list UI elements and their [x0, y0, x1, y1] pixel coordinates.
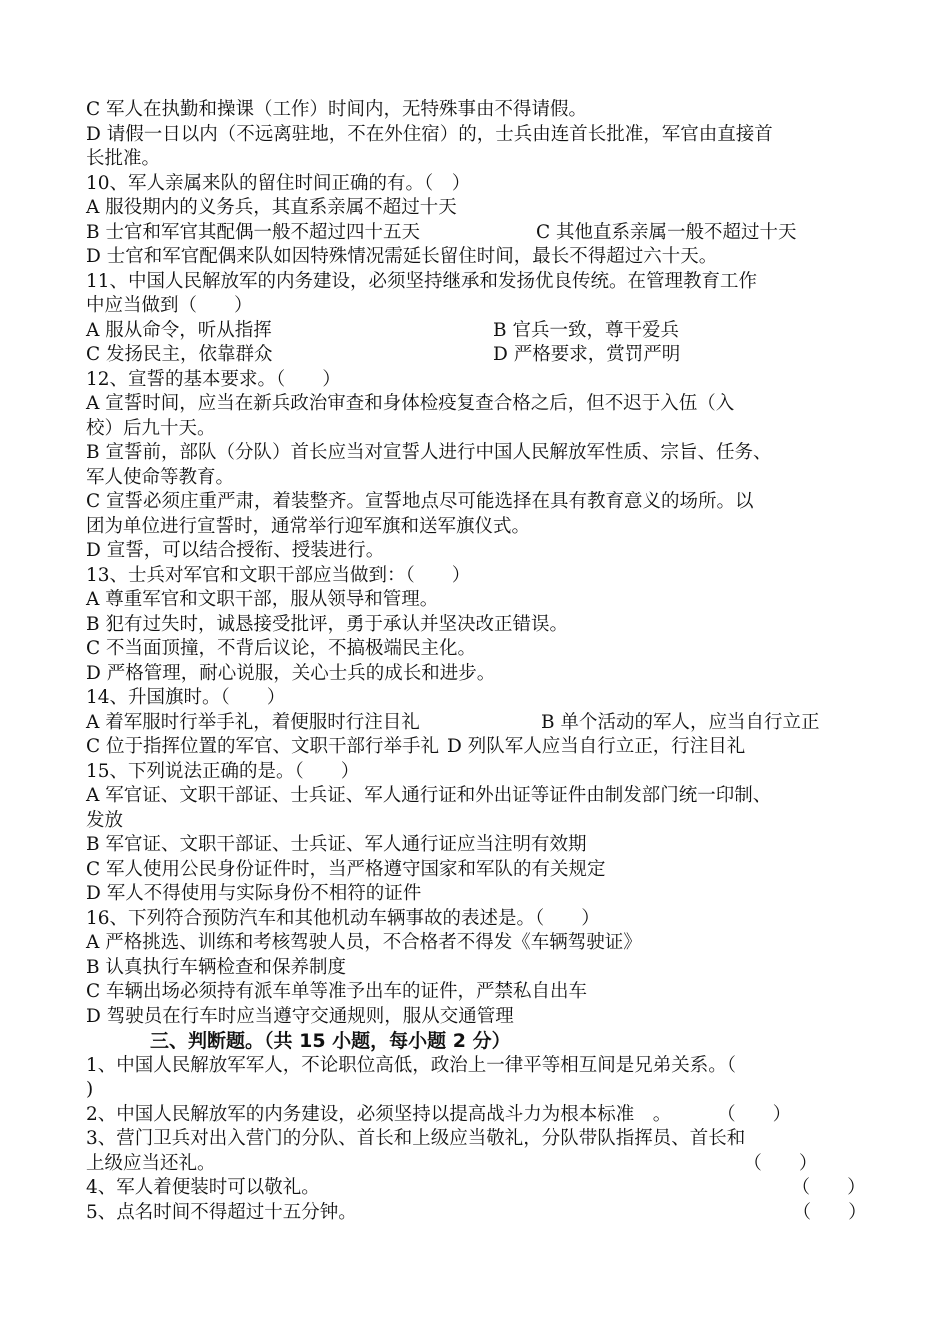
option-d-leave-cont: 长批准。	[86, 148, 161, 169]
judge-4	[86, 1176, 886, 1201]
question-11-cont: 中应当做到（ ）	[86, 295, 253, 316]
q14-option-a: A 着军服时行举手礼，着便服时行注目礼	[86, 711, 420, 733]
q12-option-d: D 宣誓，可以结合授衔、授装进行。	[86, 540, 385, 561]
q15-option-d: D 军人不得使用与实际身份不相符的证件	[86, 883, 422, 904]
q15-option-b: B 军官证、文职干部证、士兵证、军人通行证应当注明有效期	[86, 834, 587, 855]
exam-content	[86, 98, 886, 1225]
q14-option-c: C 位于指挥位置的军官、文职干部行举手礼	[86, 736, 440, 757]
judge-5	[86, 1201, 886, 1226]
judge-5-paren: （ ）	[792, 1201, 867, 1223]
q13-option-a: A 尊重军官和文职干部，服从领导和管理。	[86, 589, 439, 610]
q13-option-b: B 犯有过失时，诚恳接受批评，勇于承认并坚决改正错误。	[86, 613, 568, 635]
question-11: 11、中国人民解放军的内务建设，必须坚持继承和发扬优良传统。在管理教育工作	[86, 270, 758, 292]
q10-option-a: A 服役期内的义务兵，其直系亲属不超过十天	[86, 197, 457, 218]
q13-option-d: D 严格管理，耐心说服，关心士兵的成长和进步。	[86, 662, 496, 684]
q16-option-c: C 车辆出场必须持有派车单等准予出车的证件，严禁私自出车	[86, 981, 588, 1002]
q14-options-ab	[86, 711, 886, 736]
q10-option-b: B 士官和军官其配偶一般不超过四十五天	[86, 221, 420, 243]
question-16: 16、下列符合预防汽车和其他机动车辆事故的表述是。（ ）	[86, 907, 600, 929]
option-c-leave: C 军人在执勤和操课（工作）时间内，无特殊事由不得请假。	[86, 99, 588, 120]
judge-1-cont: )	[86, 1079, 94, 1100]
judge-4-text: 4、军人着便装时可以敬礼。	[86, 1177, 320, 1198]
question-12: 12、宣誓的基本要求。（ ）	[86, 368, 341, 390]
q10-option-d: D 士官和军官配偶来队如因特殊情况需延长留住时间，最长不得超过六十天。	[86, 246, 718, 267]
q14-option-d: D 列队军人应当自行立正，行注目礼	[447, 736, 746, 757]
judge-2	[86, 1103, 886, 1128]
judge-3-cont	[86, 1152, 886, 1177]
q12-option-a: A 宣誓时间，应当在新兵政治审查和身体检疫复查合格之后，但不迟于入伍（入	[86, 393, 735, 414]
question-13: 13、士兵对军官和文职干部应当做到：（ ）	[86, 564, 471, 586]
question-15: 15、下列说法正确的是。（ ）	[86, 760, 360, 782]
q10-options-bc	[86, 221, 886, 246]
judge-4-paren: （ ）	[791, 1177, 866, 1198]
judge-3-text: 上级应当还礼。	[86, 1152, 216, 1174]
q13-option-c: C 不当面顶撞，不背后议论，不搞极端民主化。	[86, 638, 477, 659]
q12-option-b-cont: 军人使命等教育。	[86, 466, 235, 488]
q16-option-b: B 认真执行车辆检查和保养制度	[86, 956, 346, 978]
judge-1: 1、中国人民解放军军人，不论职位高低，政治上一律平等相互间是兄弟关系。（	[86, 1054, 737, 1076]
option-d-leave: D 请假一日以内（不远离驻地，不在外住宿）的，士兵由连首长批准，军官由直接首	[86, 123, 773, 145]
q11-option-d: D 严格要求，赏罚严明	[493, 344, 681, 365]
q15-option-a: A 军官证、文职干部证、士兵证、军人通行证和外出证等证件由制发部门统一印制、	[86, 785, 772, 806]
q11-options-ab	[86, 319, 886, 344]
q11-options-cd	[86, 343, 886, 368]
section-3-heading: 三、判断题。（共 15 小题，每小题 2 分）	[150, 1030, 511, 1052]
q12-option-c-cont: 团为单位进行宣誓时，通常举行迎军旗和送军旗仪式。	[86, 515, 531, 537]
q12-option-a-cont: 校）后九十天。	[86, 417, 216, 439]
q15-option-c: C 军人使用公民身份证件时，当严格遵守国家和军队的有关规定	[86, 858, 606, 880]
question-14: 14、升国旗时。（ ）	[86, 687, 286, 708]
judge-3: 3、营门卫兵对出入营门的分队、首长和上级应当敬礼，分队带队指挥员、首长和	[86, 1128, 746, 1149]
q11-option-b: B 官兵一致，尊干爱兵	[493, 319, 679, 341]
judge-2-text: 2、中国人民解放军的内务建设，必须坚持以提高战斗力为根本标准 。	[86, 1103, 672, 1125]
q12-option-b: B 宣誓前，部队（分队）首长应当对宣誓人进行中国人民解放军性质、宗旨、任务、	[86, 442, 772, 463]
judge-3-paren: （ ）	[743, 1152, 818, 1174]
q10-option-c: C 其他直系亲属一般不超过十天	[536, 221, 797, 243]
question-10: 10、军人亲属来队的留住时间正确的有。（ ）	[86, 172, 471, 194]
q16-option-d: D 驾驶员在行车时应当遵守交通规则，服从交通管理	[86, 1005, 514, 1027]
q14-option-b: B 单个活动的军人，应当自行立正	[541, 711, 820, 733]
q12-option-c: C 宣誓必须庄重严肃，着装整齐。宣誓地点尽可能选择在具有教育意义的场所。以	[86, 491, 754, 512]
q11-option-c: C 发扬民主，依靠群众	[86, 344, 273, 365]
q11-option-a: A 服从命令，听从指挥	[86, 319, 272, 341]
q16-option-a: A 严格挑选、训练和考核驾驶人员，不合格者不得发《车辆驾驶证》	[86, 932, 642, 953]
judge-5-text: 5、点名时间不得超过十五分钟。	[86, 1201, 357, 1223]
q14-options-cd	[86, 735, 886, 760]
judge-2-paren: （ ）	[717, 1103, 792, 1125]
q15-option-a-cont: 发放	[86, 809, 124, 831]
